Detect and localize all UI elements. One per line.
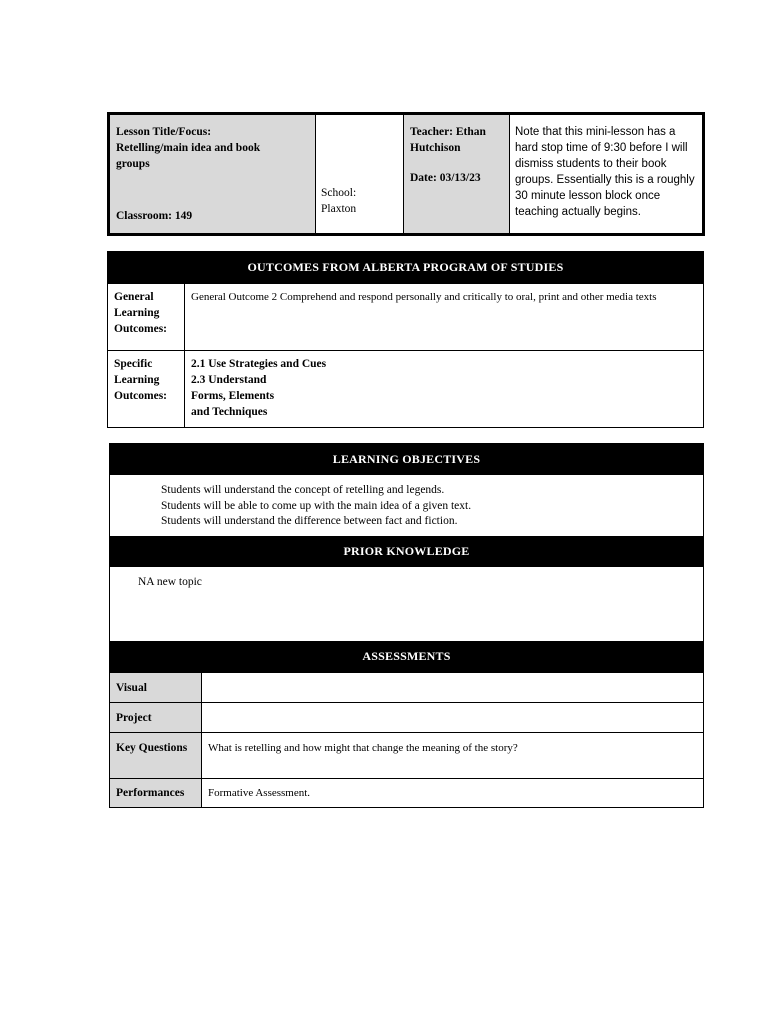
assessment-label: Key Questions bbox=[110, 733, 202, 778]
specific-outcomes-row bbox=[108, 350, 703, 427]
assessment-label: Project bbox=[110, 703, 202, 732]
objectives-list bbox=[110, 475, 703, 536]
school-cell bbox=[316, 115, 404, 233]
lesson-date: Date: 03/13/23 bbox=[410, 172, 481, 184]
specific-outcome-item: and Techniques bbox=[191, 406, 268, 418]
lesson-note: Note that this mini-lesson has a hard stop time of 9:30 before I will dismiss students to their book groups. Essentially this is a roughly 30 minute lesson block once teaching actually begins. bbox=[515, 126, 695, 218]
assessment-label: Performances bbox=[110, 779, 202, 807]
assessment-value: Formative Assessment. bbox=[208, 787, 311, 799]
prior-knowledge-heading: PRIOR KNOWLEDGE bbox=[110, 536, 703, 567]
specific-outcomes-list bbox=[185, 351, 703, 427]
assessment-row-performances bbox=[110, 778, 703, 807]
teacher-cell bbox=[404, 115, 510, 233]
prior-knowledge-text: NA new topic bbox=[138, 576, 202, 588]
general-outcomes-label: General Learning Outcomes: bbox=[108, 284, 185, 350]
assessment-row-project bbox=[110, 702, 703, 732]
objectives-table bbox=[109, 443, 704, 808]
specific-outcome-item: 2.3 Understand bbox=[191, 374, 267, 386]
lesson-header-table bbox=[107, 112, 705, 236]
assessments-heading: ASSESSMENTS bbox=[110, 641, 703, 672]
objective-item: Students will be able to come up with the main idea of a given text. bbox=[161, 499, 472, 512]
objectives-heading: LEARNING OBJECTIVES bbox=[110, 444, 703, 475]
outcomes-heading: OUTCOMES FROM ALBERTA PROGRAM OF STUDIES bbox=[108, 252, 703, 283]
assessment-value bbox=[202, 673, 703, 702]
objective-item: Students will understand the difference between fact and fiction. bbox=[161, 515, 458, 527]
objective-item: Students will understand the concept of retelling and legends. bbox=[161, 484, 445, 496]
specific-outcomes-label: Specific Learning Outcomes: bbox=[108, 351, 185, 427]
specific-outcome-item: 2.1 Use Strategies and Cues bbox=[191, 358, 327, 370]
general-outcomes-value: General Outcome 2 Comprehend and respond personally and critically to oral, print and other media texts bbox=[191, 291, 657, 303]
general-outcomes-row bbox=[108, 283, 703, 350]
lesson-title: Retelling/main idea and book groups bbox=[116, 142, 261, 170]
school-name: Plaxton bbox=[321, 203, 357, 215]
note-cell bbox=[510, 115, 702, 233]
school-label: School: bbox=[321, 187, 357, 199]
assessment-value bbox=[202, 703, 703, 732]
teacher-name: Teacher: Ethan Hutchison bbox=[410, 126, 486, 154]
classroom: Classroom: 149 bbox=[116, 210, 193, 222]
assessment-value: What is retelling and how might that change the meaning of the story? bbox=[208, 742, 518, 754]
specific-outcome-item: Forms, Elements bbox=[191, 390, 275, 402]
assessment-label: Visual bbox=[110, 673, 202, 702]
assessment-row-visual bbox=[110, 672, 703, 702]
outcomes-table bbox=[107, 251, 704, 428]
lesson-title-cell bbox=[110, 115, 316, 233]
lesson-title-label: Lesson Title/Focus: bbox=[116, 126, 212, 138]
assessment-row-key-questions bbox=[110, 732, 703, 778]
